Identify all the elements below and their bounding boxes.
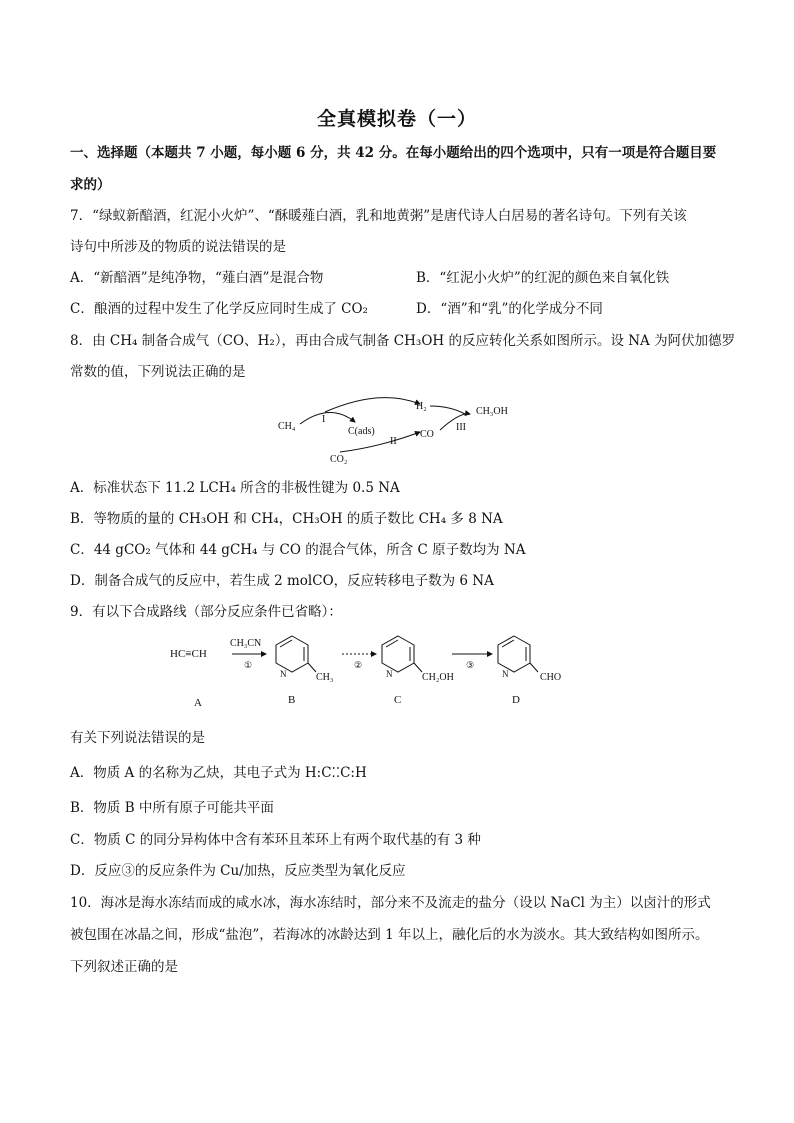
label-co2: CO₂: [330, 454, 348, 465]
q10-stem-line1: 10．海冰是海水冻结而成的咸水冰，海水冻结时，部分来不及流走的盐分（设以 NaCl 为主）以卤汁的形式: [70, 895, 711, 911]
q8-option-b: B．等物质的量的 CH₃OH 和 CH₄，CH₃OH 的质子数比 CH₄ 多 8 NA: [70, 511, 503, 527]
q9-option-a: A．物质 A 的名称为乙炔，其电子式为 H:C⁚⁚C:H: [70, 765, 367, 781]
q8-option-a: A．标准状态下 11.2 LCH₄ 所含的非极性键为 0.5 NA: [70, 480, 400, 496]
q7-stem-line2: 诗句中所涉及的物质的说法错误的是: [70, 239, 286, 255]
q9-option-d: D．反应③的反应条件为 Cu/加热，反应类型为氧化反应: [70, 863, 406, 879]
arrow-h2-to-ch3oh: [430, 406, 465, 414]
structure-d: [498, 636, 561, 683]
label-step2: II: [390, 436, 397, 447]
reagent-acetonitrile: CH₃CN: [230, 638, 262, 649]
q9-lead: 有关下列说法错误的是: [70, 730, 205, 746]
label-c: C: [394, 694, 402, 706]
label-ch3oh: CH₃OH: [476, 406, 508, 417]
label-h2: H₂: [416, 401, 427, 412]
label-step1: I: [322, 414, 326, 425]
q10-stem-line2: 被包围在冰晶之间，形成“盐泡”，若海冰的冰龄达到 1 年以上，融化后的水为淡水。其大致结构如图所示。: [70, 927, 709, 943]
step3-label: ③: [466, 660, 475, 670]
structure-b: [276, 636, 333, 683]
section-heading-line1: 一、选择题（本题共 7 小题，每小题 6 分，共 42 分。在每小题给出的四个选项中，只有一项是符合题目要: [70, 145, 717, 161]
q10-stem-line3: 下列叙述正确的是: [70, 959, 178, 975]
substituent-b: CH₃: [316, 672, 334, 683]
step2-label: ②: [354, 660, 363, 670]
step1-label: ①: [244, 660, 253, 670]
substituent-c: CH₂OH: [422, 672, 454, 683]
label-cads: C(ads): [348, 426, 375, 437]
synthesis-gas-diagram: [270, 392, 540, 472]
q8-stem-line2: 常数的值，下列说法正确的是: [70, 364, 246, 380]
q7-option-b: B．“红泥小火炉”的红泥的颜色来自氧化铁: [416, 270, 670, 286]
q7-option-a: A．“新醅酒”是纯净物，“薤白酒”是混合物: [70, 270, 324, 286]
q8-stem-line1: 8．由 CH₄ 制备合成气（CO、H₂），再由合成气制备 CH₃OH 的反应转化关系如图所示。设 NA 为阿伏加德罗: [70, 333, 736, 349]
q9-option-b: B．物质 B 中所有原子可能共平面: [70, 800, 274, 816]
reactant-ethyne: HC≡CH: [170, 648, 207, 660]
arrow-ch4-to-cads: [300, 412, 355, 424]
label-a: A: [194, 697, 202, 709]
label-ch4: CH₄: [278, 421, 296, 432]
arrow-to-h2: [325, 398, 420, 412]
label-step3: III: [456, 422, 466, 433]
label-b: B: [288, 694, 296, 706]
structure-c: [382, 636, 454, 683]
q8-option-c: C．44 gCO₂ 气体和 44 gCH₄ 与 CO 的混合气体，所含 C 原子数均为 NA: [70, 542, 526, 558]
nitrogen-c: N: [386, 669, 393, 679]
label-d: D: [512, 694, 520, 706]
substituent-d: CHO: [540, 672, 562, 683]
q7-option-d: D．“酒”和“乳”的化学成分不同: [416, 301, 603, 317]
nitrogen-d: N: [502, 669, 509, 679]
section-heading-line2: 求的）: [70, 177, 111, 193]
q7-option-c: C．酿酒的过程中发生了化学反应同时生成了 CO₂: [70, 301, 368, 317]
q9-option-c: C．物质 C 的同分异构体中含有苯环且苯环上有两个取代基的有 3 种: [70, 832, 481, 848]
label-co: CO: [420, 429, 434, 440]
q8-option-d: D．制备合成气的反应中，若生成 2 molCO，反应转移电子数为 6 NA: [70, 573, 494, 589]
nitrogen-b: N: [280, 669, 287, 679]
q7-stem-line1: 7．“绿蚁新醅酒，红泥小火炉”、“酥暖薤白酒，乳和地黄粥”是唐代诗人白居易的著名诗句。下列有关该: [70, 208, 687, 224]
synthesis-route-scheme: [160, 628, 590, 716]
page-title: 全真模拟卷（一）: [316, 108, 477, 130]
q9-stem: 9．有以下合成路线（部分反应条件已省略）：: [70, 604, 342, 620]
